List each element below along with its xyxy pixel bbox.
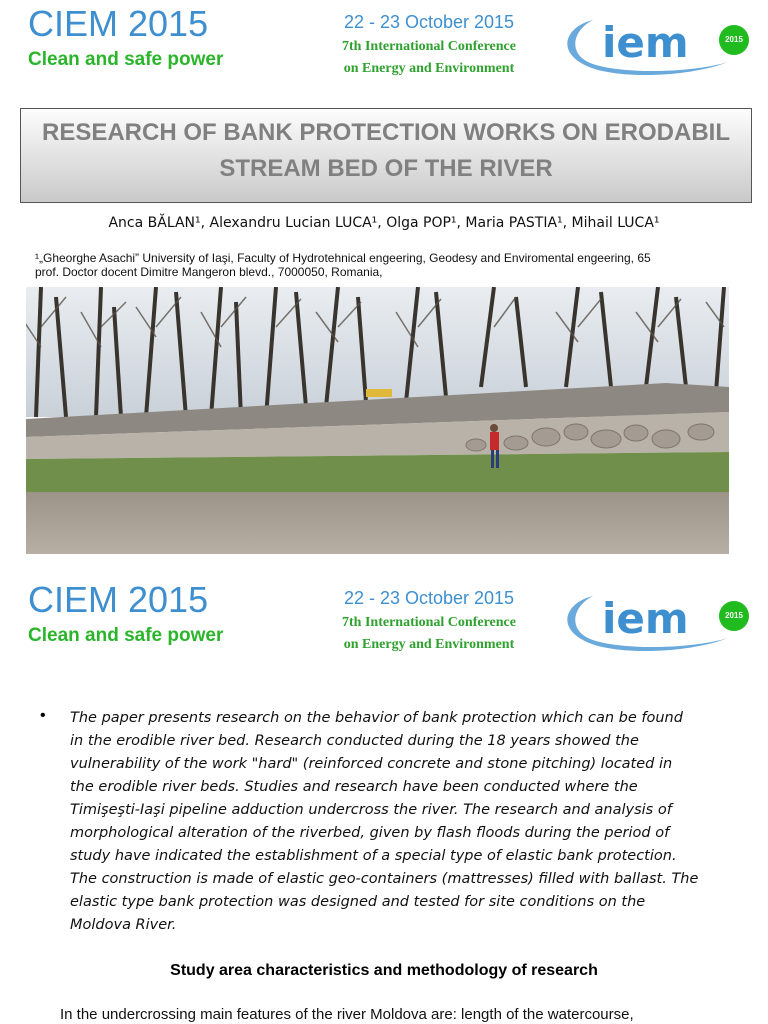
abstract-line: vulnerability of the work "hard" (reinforced concrete and stone pitching) located in (70, 756, 673, 772)
ciem-logo-2 (558, 588, 758, 658)
abstract-line: The construction is made of elastic geo-containers (mattresses) filled with ballast. The (70, 871, 699, 887)
abstract-line: The paper presents research on the behavior of bank protection which can be found (70, 710, 683, 726)
logo-text-2: iem (602, 594, 689, 643)
year-badge: 2015 (719, 25, 749, 55)
ciem-title: CIEM 2015 (28, 3, 209, 44)
ciem-subtitle-2: Clean and safe power (28, 625, 224, 646)
conference-line-2-2: on Energy and Environment (343, 637, 515, 652)
conference-date: 22 - 23 October 2015 (343, 12, 515, 32)
conference-date-2: 22 - 23 October 2015 (343, 588, 515, 608)
paper-title-line-2: STREAM BED OF THE RIVER (219, 155, 553, 182)
affiliation-line-2: prof. Doctor docent Dimitre Mangeron blevd., 7000050, Romania, (35, 265, 383, 279)
abstract-line: in the erodible river bed. Research conducted during the 18 years showed the (70, 733, 639, 749)
paper-title-box (20, 108, 752, 203)
river-bank-photo (26, 287, 729, 554)
conference-line-2: on Energy and Environment (343, 61, 515, 76)
abstract-bullet: • (40, 707, 46, 724)
paper-title-line-1: RESEARCH OF BANK PROTECTION WORKS ON ERODABIL (41, 119, 730, 146)
ciem-logo (558, 12, 758, 82)
year-badge-2: 2015 (719, 601, 749, 631)
ciem-title-2: CIEM 2015 (28, 579, 209, 620)
abstract-line: morphological alteration of the riverbed, given by flash floods during the period of (70, 825, 670, 841)
conference-line-1-2: 7th International Conference (342, 615, 516, 630)
abstract-line: study have indicated the establishment of a special type of elastic bank protection. (70, 848, 677, 864)
abstract-paragraph (70, 707, 750, 937)
abstract-line: elastic type bank protection was designed and tested for site conditions on the (70, 894, 646, 910)
logo-text: iem (602, 18, 689, 67)
authors: Anca BĂLAN¹, Alexandru Lucian LUCA¹, Olga POP¹, Maria PASTIA¹, Mihail LUCA¹ (108, 215, 660, 231)
ciem-subtitle: Clean and safe power (28, 49, 224, 70)
abstract-line: the erodible river beds. Studies and research have been conducted where the (70, 779, 638, 795)
section-first-line: In the undercrossing main features of the river Moldova are: length of the watercourse, (60, 1006, 634, 1023)
abstract-line: Timişeşti-Iaşi pipeline adduction undercross the river. The research and analysis of (70, 802, 672, 818)
section-heading: Study area characteristics and methodology of research (170, 962, 598, 979)
conference-line-1: 7th International Conference (342, 39, 516, 54)
abstract-line: Moldova River. (70, 917, 177, 933)
river-bank-photo-illustration (26, 287, 729, 554)
affiliation-line-1: ¹„Gheorghe Asachi” University of Iaşi, Faculty of Hydrotehnical engeering, Geodesy and Enviromental engeering, 65 (35, 251, 651, 265)
